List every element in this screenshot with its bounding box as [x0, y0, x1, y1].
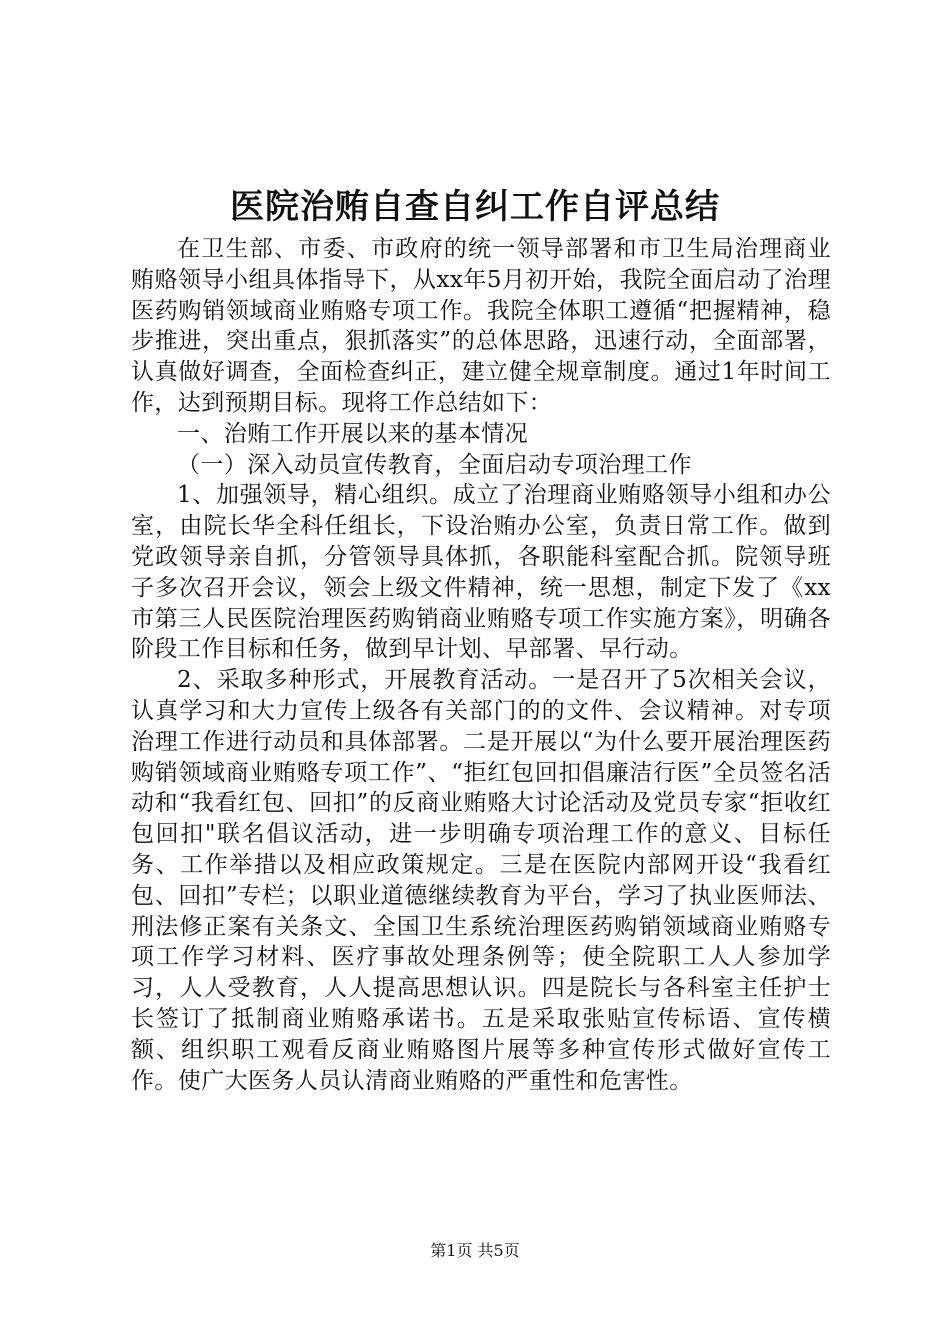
section-heading: 一、治贿工作开展以来的基本情况: [177, 420, 528, 447]
page-number-footer: 第1页 共5页: [430, 1241, 520, 1260]
item-paragraph-1: 1、加强领导，精心组织。成立了治理商业贿赂领导小组和办公室，由院长华全科任组长，下设治贿办公室，负责日常工作。做到党政领导亲自抓，分管领导具体抓，各职能科室配合抓。院领导班子多次召开会议，领会上级文件精神，统一思想，制定下发了《xx市第三人民医院治理医药购销商业贿赂专项工作实施方案》，明确各阶段工作目标和任务，做到早计划、早部署、早行动。: [131, 482, 831, 663]
document-title: 医院治贿自查自纠工作自评总结: [230, 187, 720, 227]
document-body: [131, 234, 831, 1096]
subsection-heading: （一）深入动员宣传教育，全面启动专项治理工作: [177, 451, 692, 478]
intro-paragraph: 在卫生部、市委、市政府的统一领导部署和市卫生局治理商业贿赂领导小组具体指导下，从xx年5月初开始，我院全面启动了治理医药购销领域商业贿赂专项工作。我院全体职工遵循“把握精神，稳步推进，突出重点，狠抓落实”的总体思路，迅速行动，全面部署，认真做好调查，全面检查纠正，建立健全规章制度。通过1年时间工作，达到预期目标。现将工作总结如下：: [131, 236, 831, 416]
item-paragraph-2: 2、采取多种形式，开展教育活动。一是召开了5次相关会议，认真学习和大力宣传上级各有关部门的的文件、会议精神。对专项治理工作进行动员和具体部署。二是开展以“为什么要开展治理医药购销领域商业贿赂专项工作”、“拒红包回扣倡廉洁行医”全员签名活动和“我看红包、回扣”的反商业贿赂大讨论活动及党员专家“拒收红包回扣"联名倡议活动，进一步明确专项治理工作的意义、目标任务、工作举措以及相应政策规定。三是在医院内部网开设“我看红包、回扣”专栏；以职业道德继续教育为平台，学习了执业医师法、刑法修正案有关条文、全国卫生系统治理医药购销领域商业贿赂专项工作学习材料、医疗事故处理条例等；使全院职工人人参加学习，人人受教育，人人提高思想认识。四是院长与各科室主任护士长签订了抵制商业贿赂承诺书。五是采取张贴宣传标语、宣传横额、组织职工观看反商业贿赂图片展等多种宣传形式做好宣传工作。使广大医务人员认清商业贿赂的严重性和危害性。: [131, 667, 831, 1094]
